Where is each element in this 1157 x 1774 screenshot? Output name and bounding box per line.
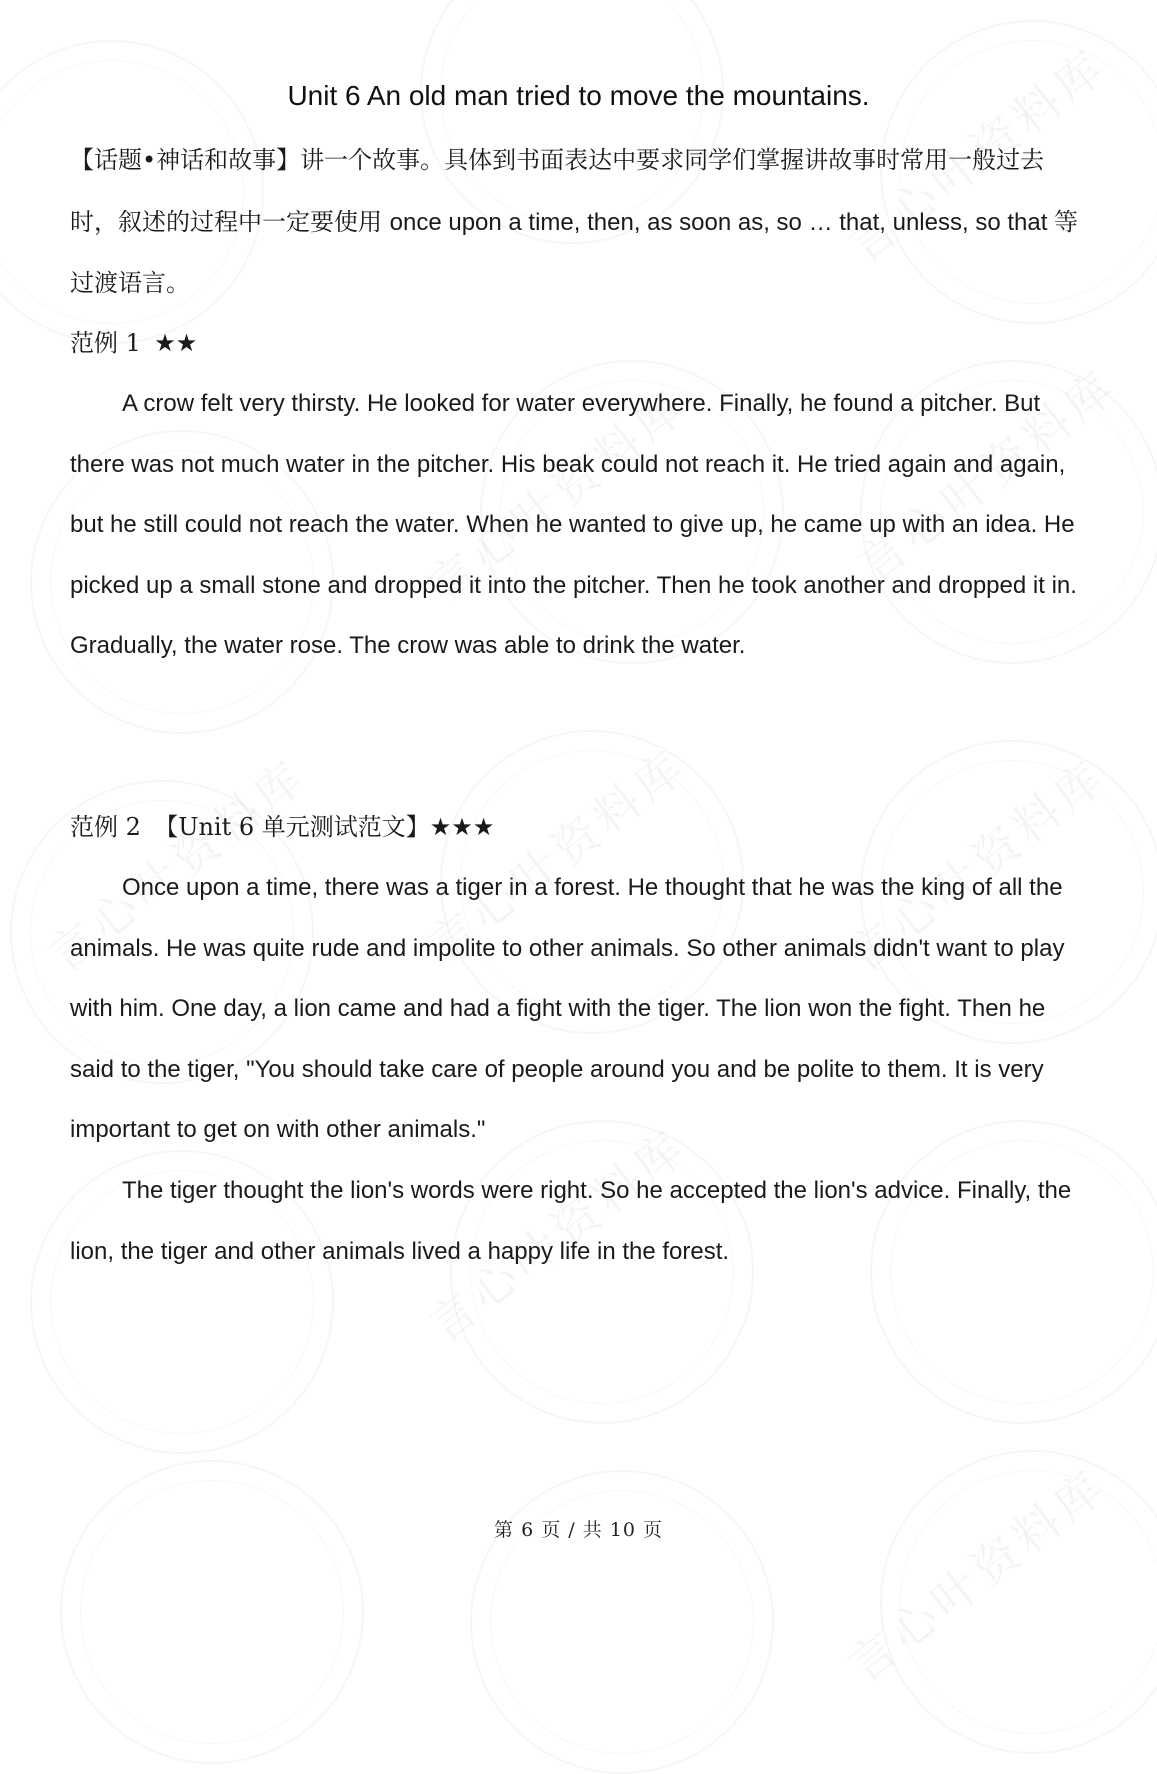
example1-label: 范例 1 xyxy=(70,329,141,357)
example2-stars: ★★★ xyxy=(429,814,495,841)
topic-label: 【话题•神话和故事】 xyxy=(70,146,301,174)
watermark-text xyxy=(833,1451,1119,1695)
watermark-seal xyxy=(60,1460,364,1764)
example2-heading xyxy=(70,797,1090,859)
example1-heading xyxy=(70,313,1090,375)
intro-paragraph xyxy=(70,130,1090,315)
example2-source: 【Unit 6 单元测试范文】 xyxy=(154,813,430,841)
intro-text-part3: 等过渡语言。 xyxy=(70,207,1079,297)
example2-paragraph1: Once upon a time, there was a tiger in a forest. He thought that he was the king of all the animals. He was quite rude and impolite to other animals. So other animals didn't want to play with him. One day, a lion came and had a fight with the tiger. The lion won the fight. Then he said to the tiger, "You should take care of people around you and be polite to them. It is very important to get on with other animals." xyxy=(70,874,1065,1143)
page-title: Unit 6 An old man tried to move the mountains. xyxy=(287,80,870,111)
example2-label: 范例 2 xyxy=(70,813,141,841)
example2-paragraph2: The tiger thought the lion's words were right. So he accepted the lion's advice. Finally, the lion, the tiger and other animals lived a happy life in the forest. xyxy=(70,1177,1072,1265)
intro-text-part2: once upon a time, then, as soon as, so … that, unless, so that xyxy=(389,208,1055,236)
watermark-seal xyxy=(880,1450,1157,1754)
example1-stars: ★★ xyxy=(154,330,198,357)
example1-paragraph: A crow felt very thirsty. He looked for water everywhere. Finally, he found a pitcher. But there was not much water in the pitcher. His beak could not reach it. He tried again and again, but he still could not reach the water. When he wanted to give up, he came up with an idea. He picked up a small stone and dropped it into the pitcher. Then he took another and dropped it in. Gradually, the water rose. The crow was able to drink the water. xyxy=(70,390,1077,659)
page-footer: 第 6 页 / 共 10 页 xyxy=(494,1519,663,1541)
intro-text-part1: 讲一个故事。具体到书面表达中要求同学们掌握讲故事时常用一般过去时，叙述的过程中一定要使用 xyxy=(70,146,1045,236)
